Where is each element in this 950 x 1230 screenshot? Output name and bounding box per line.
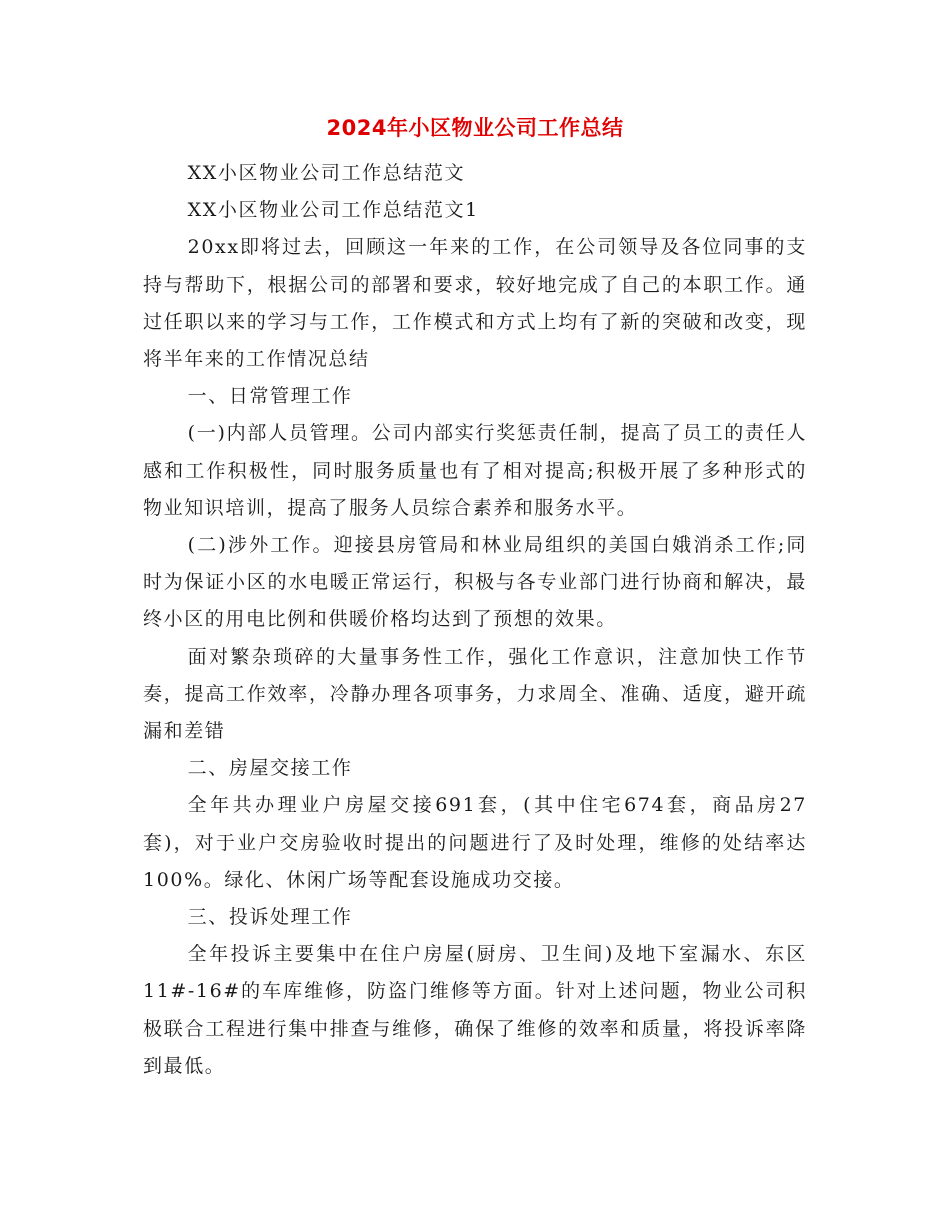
intro-paragraph: 20xx即将过去，回顾这一年来的工作，在公司领导及各位同事的支持与帮助下，根据公司的部署和要求，较好地完成了自己的本职工作。通过任职以来的学习与工作，工作模式和方式上均有了新的突破和改变，现将半年来的工作情况总结 [143, 236, 807, 371]
subtitle-paragraph: XX小区物业公司工作总结范文1 [187, 199, 479, 222]
body-paragraph: 面对繁杂琐碎的大量事务性工作，强化工作意识，注意加快工作节奏，提高工作效率，冷静办理各项事务，力求周全、准确、适度，避开疏漏和差错 [143, 645, 807, 743]
section-heading: 二、房屋交接工作 [187, 757, 353, 780]
document-title: 2024年小区物业公司工作总结 [326, 116, 624, 140]
body-paragraph: 全年投诉主要集中在住户房屋(厨房、卫生间)及地下室漏水、东区11#-16#的车库维修，防盗门维修等方面。针对上述问题，物业公司积极联合工程进行集中排查与维修，确保了维修的效率和质量，将投诉率降到最低。 [143, 943, 807, 1077]
body-paragraph: (一)内部人员管理。公司内部实行奖惩责任制，提高了员工的责任人感和工作积极性，同时服务质量也有了相对提高;积极开展了多种形式的物业知识培训，提高了服务人员综合素养和服务水平。 [143, 422, 807, 519]
subtitle-paragraph: XX小区物业公司工作总结范文 [187, 162, 466, 184]
body-paragraph: (二)涉外工作。迎接县房管局和林业局组织的美国白娥消杀工作;同时为保证小区的水电暖正常运行，积极与各专业部门进行协商和解决，最终小区的用电比例和供暖价格均达到了预想的效果。 [143, 534, 807, 631]
section-heading: 一、日常管理工作 [187, 385, 353, 408]
body-paragraph: 全年共办理业户房屋交接691套，(其中住宅674套，商品房27套)，对于业户交房验收时提出的问题进行了及时处理，维修的处结率达100%。绿化、休闲广场等配套设施成功交接。 [143, 794, 807, 891]
document-body [143, 155, 807, 1085]
section-heading: 三、投诉处理工作 [187, 906, 353, 929]
